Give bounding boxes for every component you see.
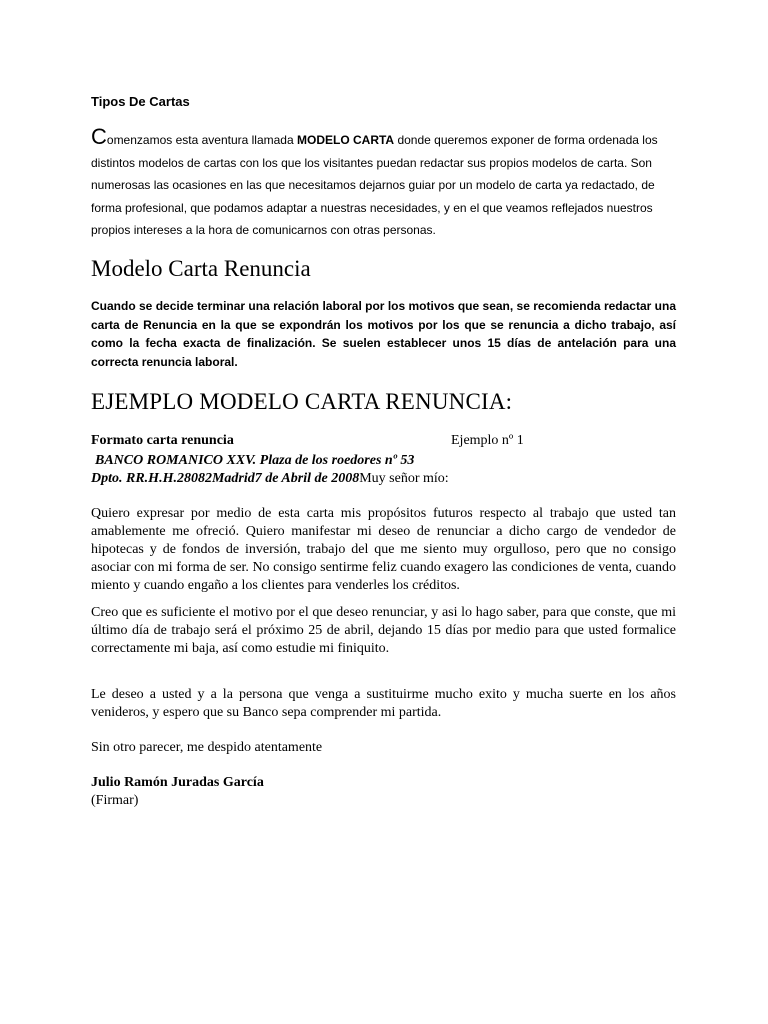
example-label: Ejemplo nº 1 [451,433,524,448]
example-title: EJEMPLO MODELO CARTA RENUNCIA: [91,389,513,414]
letter-paragraph-2: Creo que es suficiente el motivo por el que deseo renunciar, y asi lo hago saber, para que conste, que mi último día de trabajo será el próximo 25 de abril, dejando 15 días por medio para que usted formalice correctamente mi baja, así como estudie mi finiquito. [91,605,676,656]
document-kicker: Tipos De Cartas [91,94,190,109]
format-label: Formato carta renuncia [91,433,234,448]
department-date-line [91,471,449,487]
intro-text-part2: donde queremos exponer de forma ordenada los distintos modelos de cartas con los que los visitantes puedan redactar sus propios modelos de carta. Son numerosas las ocasiones en las que necesitamos dejarnos guiar por un modelo de carta ya redactado, de forma profesional, que podamos adaptar a nuestras necesidades, y en el que veamos reflejados nuestros propios intereses a la hora de comunicarnos con otras personas. [91,133,658,237]
renuncia-description: Cuando se decide terminar una relación laboral por los motivos que sean, se recomienda redactar una carta de Renuncia en la que se expondrán los motivos por los que se renuncia a dicho trabajo, así como la fecha exacta de finalización. Se suelen establecer unos 15 días de antelación para una correcta renuncia laboral. [91,299,676,369]
intro-paragraph [91,124,679,242]
bank-address-line: BANCO ROMANICO XXV. Plaza de los roedores nº 53 [95,453,415,468]
intro-drop-cap: C [91,124,107,149]
department-date-text: Dpto. RR.H.H.28082Madrid7 de Abril de 2008 [91,471,360,486]
intro-bold-text: MODELO CARTA [297,133,395,147]
section-title: Modelo Carta Renuncia [91,256,311,281]
greeting-text: Muy señor mío: [359,471,449,486]
letter-paragraph-1: Quiero expresar por medio de esta carta mis propósitos futuros respecto al trabajo que usted tan amablemente me ofreció. Quiero manifestar mi deseo de renunciar a dicho cargo de vendedor de hipotecas y de fondos de inversión, trabajo del que me siento muy orgulloso, pero que no consigo asociar con mi forma de ser. No consigo sentirme feliz cuando exagero las condiciones de venta, cuando miento y cuando engaño a los clientes para venderles los créditos. [91,506,676,593]
letter-paragraph-3: Le deseo a usted y a la persona que venga a sustituirme mucho exito y mucha suerte en los años venideros, y espero que su Banco sepa comprender mi partida. [91,687,676,720]
signature-note: (Firmar) [91,793,139,808]
intro-text-part1: omenzamos esta aventura llamada [106,133,297,147]
letter-closing: Sin otro parecer, me despido atentamente [91,740,323,755]
signature-name: Julio Ramón Juradas García [91,775,264,790]
